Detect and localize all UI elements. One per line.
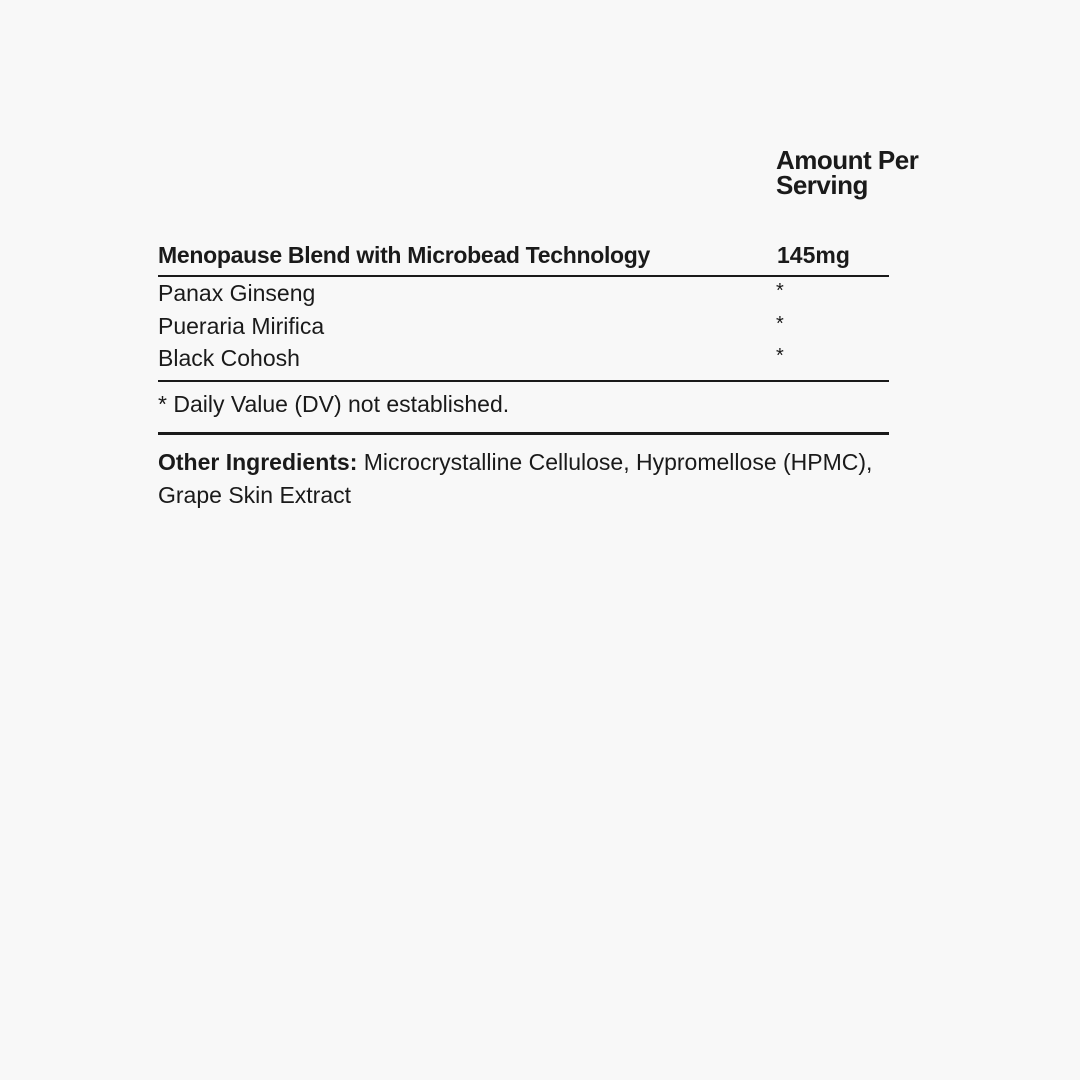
- ingredient-dv: *: [776, 312, 784, 335]
- blend-name: Menopause Blend with Microbead Technology: [158, 242, 651, 268]
- other-ingredients-label: Other Ingredients:: [158, 449, 358, 475]
- ingredient-name: Black Cohosh: [158, 345, 300, 371]
- daily-value-footnote: * Daily Value (DV) not established.: [158, 391, 510, 417]
- ingredient-name: Pueraria Mirifica: [158, 312, 325, 339]
- list-item: [158, 278, 889, 311]
- amount-per-serving-header: Amount Per Serving: [776, 145, 919, 200]
- divider: [158, 380, 889, 382]
- divider-thick: [158, 432, 889, 435]
- list-item: [158, 311, 889, 344]
- ingredient-dv: *: [776, 345, 784, 367]
- blend-row: [158, 240, 889, 274]
- ingredient-dv: *: [776, 280, 784, 302]
- other-ingredients-text: Microcrystalline Cellulose, Hypromellose (HPMC), Grape Skin Extract: [158, 449, 873, 508]
- ingredient-name: Panax Ginseng: [158, 280, 316, 306]
- ingredient-list: [158, 278, 889, 376]
- blend-amount: 145mg: [777, 242, 850, 268]
- other-ingredients: [158, 446, 889, 512]
- list-item: [158, 343, 889, 376]
